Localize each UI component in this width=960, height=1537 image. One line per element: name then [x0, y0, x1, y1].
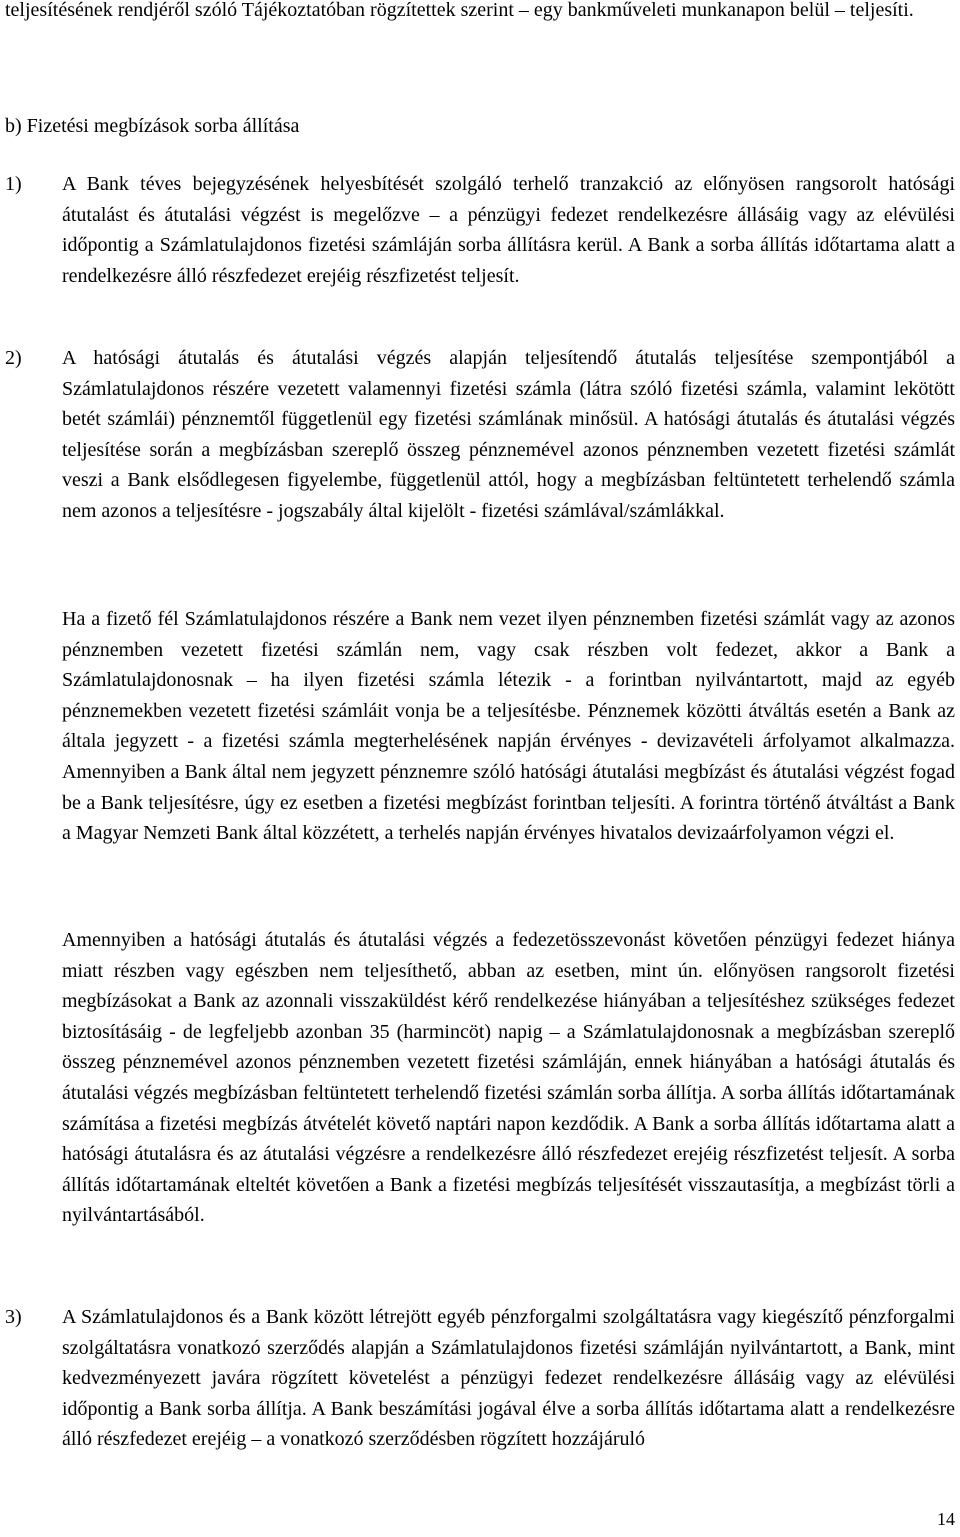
list-item-number: 2): [5, 347, 22, 369]
list-item-number: 1): [5, 173, 22, 195]
list-item-text: A Számlatulajdonos és a Bank között létrejött egyéb pénzforgalmi szolgáltatásra vagy kiegészítő pénzforgalmi szolgáltatásra vonatkozó szerződés alapján a Számlatulajdonos fizetési számláján nyilvántartott, a Bank, mint kedvezményezett javára rögzített követelést a pénzügyi fedezet rendelkezésre állásáig vagy az elévülési időpontig a Bank sorba állítja. A Bank beszámítási jogával élve a sorba állítás időtartama alatt a rendelkezésre álló részfedezet erejéig – a vonatkozó szerződésben rögzített hozzájáruló: [62, 1306, 955, 1451]
list-item-number: 3): [5, 1306, 22, 1328]
paragraph-queueing: Amennyiben a hatósági átutalás és átutalási végzés a fedezetösszevonást követően pénzügyi fedezet hiánya miatt részben vagy egészben nem teljesíthető, abban az esetben, mint ún. előnyösen rangsorolt fizetési megbízásokat a Bank az azonnali visszaküldést kérő rendelkezése hiányában a teljesítéshez szükséges fedezet biztosításáig - de legfeljebb azonban 35 (harmincöt) napig – a Számlatulajdonosnak a megbízásban szereplő összeg pénznemével azonos pénznemben vezetett fizetési számláján, ennek hiányában a hatósági átutalás és átutalási végzés megbízásban feltüntetett terhelendő fizetési számlán sorba állítja. A sorba állítás időtartamának számítása a fizetési megbízás átvételét követő naptári napon kezdődik. A Bank a sorba állítás időtartama alatt a hatósági átutalásra és az átutalási végzésre a rendelkezésre álló részfedezet erejéig részfizetést teljesít. A sorba állítás időtartamának elteltét követően a Bank a fizetési megbízás teljesítését visszautasítja, a megbízást törli a nyilvántartásából.: [62, 929, 955, 1227]
section-heading: b) Fizetési megbízások sorba állítása: [5, 115, 300, 137]
intro-paragraph: teljesítésének rendjéről szóló Tájékoztatóban rögzítettek szerint – egy bankműveleti munkanapon belül – teljesíti.: [5, 0, 914, 21]
paragraph-currency: Ha a fizető fél Számlatulajdonos részére a Bank nem vezet ilyen pénznemben fizetési számlát vagy az azonos pénznemben vezetett fizetési számlán nem, vagy csak részben volt fedezet, akkor a Bank a Számlatulajdonosnak – ha ilyen fizetési számla létezik - a forintban nyilvántartott, majd az egyéb pénznemekben vezetett fizetési számláit vonja be a teljesítésbe. Pénznemek közötti átváltás esetén a Bank az általa jegyzett - a fizetési számla megterhelésének napján érvényes - devizavételi árfolyamot alkalmazza. Amennyiben a Bank által nem jegyzett pénznemre szóló hatósági átutalási megbízást és átutalási végzést fogad be a Bank teljesítésre, úgy ez esetben a fizetési megbízást forintban teljesíti. A forintra történő átváltást a Bank a Magyar Nemzeti Bank által közzétett, a terhelés napján érvényes hivatalos devizaárfolyamon végzi el.: [62, 608, 955, 845]
list-item-text: A Bank téves bejegyzésének helyesbítését szolgáló terhelő tranzakció az előnyösen rangsorolt hatósági átutalást és átutalási végzést is megelőzve – a pénzügyi fedezet rendelkezésre állásáig vagy az elévülési időpontig a Számlatulajdonos fizetési számláján sorba állításra kerül. A Bank a sorba állítás időtartama alatt a rendelkezésre álló részfedezet erejéig részfizetést teljesít.: [62, 173, 955, 287]
list-item-text: A hatósági átutalás és átutalási végzés alapján teljesítendő átutalás teljesítése szempontjából a Számlatulajdonos részére vezetett valamennyi fizetési számla (látra szóló fizetési számla, valamint lekötött betét számlái) pénznemtől függetlenül egy fizetési számlának minősül. A hatósági átutalás és átutalási végzés teljesítése során a megbízásban szereplő összeg pénznemével azonos pénznemben vezetett fizetési számlát veszi a Bank elsődlegesen figyelembe, függetlenül attól, hogy a megbízásban feltüntetett terhelendő számla nem azonos a teljesítésre - jogszabály által kijelölt - fizetési számlával/számlákkal.: [62, 347, 955, 522]
page-number: 14: [937, 1509, 955, 1529]
